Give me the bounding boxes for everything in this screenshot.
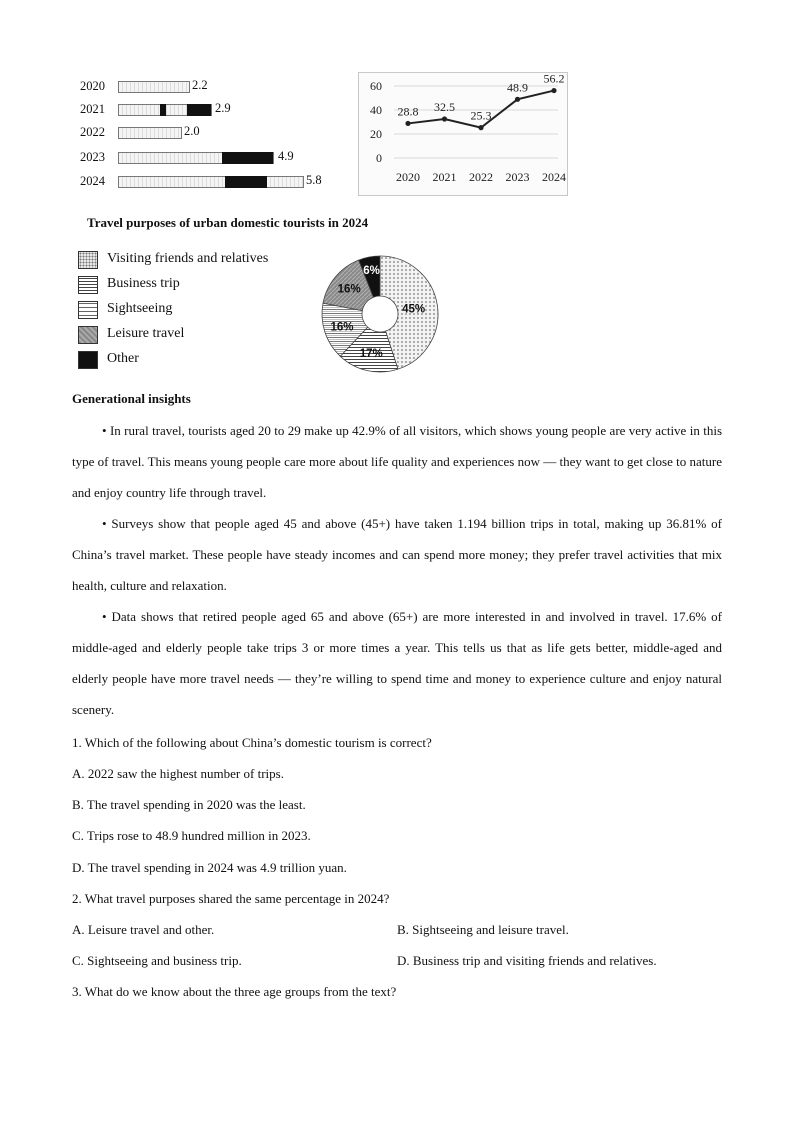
- bar-year-label: 2020: [80, 79, 105, 93]
- slice-label: 16%: [337, 283, 361, 296]
- x-tick-label: 2022: [469, 170, 493, 184]
- x-tick-label: 2020: [396, 170, 420, 184]
- legend-label: Sightseeing: [107, 301, 173, 316]
- gray-swatch-icon: [78, 326, 98, 344]
- y-tick-label: 20: [370, 127, 382, 141]
- slice-label: 45%: [402, 303, 426, 316]
- line-chart: [358, 72, 568, 196]
- bar-value-label: 2.9: [215, 101, 231, 115]
- wave-swatch-icon: [78, 301, 98, 319]
- option-1a: A. 2022 saw the highest number of trips.: [72, 766, 284, 781]
- question-1: 1. Which of the following about China’s domestic tourism is correct?: [72, 735, 432, 750]
- black-swatch-icon: [78, 351, 98, 369]
- y-tick-label: 0: [376, 151, 382, 165]
- bar-year-label: 2023: [80, 150, 105, 164]
- bar: [118, 127, 182, 139]
- option-1c: C. Trips rose to 48.9 hundred million in 2023.: [72, 828, 311, 843]
- bar-year-label: 2024: [80, 174, 105, 188]
- data-point: [551, 88, 556, 93]
- bar: [118, 176, 304, 188]
- option-1b: B. The travel spending in 2020 was the least.: [72, 797, 306, 812]
- bar-year-label: 2022: [80, 125, 105, 139]
- paragraph: [72, 601, 722, 725]
- bar: [118, 104, 212, 116]
- slice-label: 6%: [363, 264, 380, 277]
- paragraph: [72, 508, 722, 601]
- pie-title: Travel purposes of urban domestic tourists in 2024: [87, 215, 369, 230]
- paragraph-text: • In rural travel, tourists aged 20 to 29 make up 42.9% of all visitors, which shows young people are very active in this type of travel. This means young people care more about life quality and experiences now — they want to get close to nature and enjoy country life through travel.: [72, 423, 722, 500]
- paragraph: [72, 415, 722, 508]
- legend-label: Other: [107, 351, 139, 366]
- bar-year-label: 2021: [80, 102, 105, 116]
- x-tick-label: 2024: [542, 170, 566, 184]
- data-point: [515, 97, 520, 102]
- dotted-swatch-icon: [78, 251, 98, 269]
- data-point: [478, 125, 483, 130]
- bar-dark-segment: [160, 104, 166, 116]
- hlines-swatch-icon: [78, 276, 98, 294]
- option-2c: C. Sightseeing and business trip.: [72, 953, 242, 968]
- y-tick-label: 60: [370, 79, 382, 93]
- option-1d: D. The travel spending in 2024 was 4.9 trillion yuan.: [72, 860, 347, 875]
- option-2b: B. Sightseeing and leisure travel.: [397, 922, 569, 937]
- donut-chart: [316, 252, 444, 376]
- legend-label: Leisure travel: [107, 326, 185, 341]
- data-label: 56.2: [543, 72, 565, 86]
- bar: [118, 152, 274, 164]
- y-tick-label: 40: [370, 103, 382, 117]
- slice-label: 17%: [359, 348, 383, 361]
- bar-value-label: 2.0: [184, 124, 200, 138]
- bar-dark-segment: [222, 152, 273, 164]
- bar: [118, 81, 190, 93]
- paragraph-text: • Surveys show that people aged 45 and above (45+) have taken 1.194 billion trips in total, making up 36.81% of China’s travel market. These people have steady incomes and can spend more money; they prefer travel activities that mix health, culture and relaxation.: [72, 516, 722, 593]
- bar-dark-segment: [187, 104, 211, 116]
- data-label: 25.3: [470, 108, 492, 123]
- slice-label: 16%: [330, 321, 354, 334]
- question-2: 2. What travel purposes shared the same percentage in 2024?: [72, 891, 390, 906]
- option-2a: A. Leisure travel and other.: [72, 922, 215, 937]
- paragraph-text: • Data shows that retired people aged 65 and above (65+) are more interested in and involved in travel. 17.6% of middle-aged and elderly people take trips 3 or more times a year. This tells us that as life gets better, middle-aged and elderly people have more travel needs — they’re willing to spend time and money to experience culture and enjoy natural scenery.: [72, 609, 722, 717]
- legend-label: Visiting friends and relatives: [107, 251, 269, 266]
- x-tick-label: 2021: [432, 170, 457, 184]
- x-tick-label: 2023: [505, 170, 530, 184]
- section-heading: Generational insights: [72, 391, 191, 406]
- legend-label: Business trip: [107, 276, 180, 291]
- option-2d: D. Business trip and visiting friends and relatives.: [397, 953, 657, 968]
- data-label: 48.9: [507, 80, 528, 95]
- data-label: 32.5: [434, 100, 455, 114]
- bar-value-label: 2.2: [192, 78, 208, 92]
- question-3: 3. What do we know about the three age groups from the text?: [72, 984, 397, 999]
- bar-value-label: 5.8: [306, 173, 322, 187]
- data-point: [442, 116, 447, 121]
- data-label: 28.8: [397, 104, 419, 119]
- bar-dark-segment: [225, 176, 267, 188]
- data-point: [405, 121, 410, 126]
- bar-value-label: 4.9: [278, 149, 294, 163]
